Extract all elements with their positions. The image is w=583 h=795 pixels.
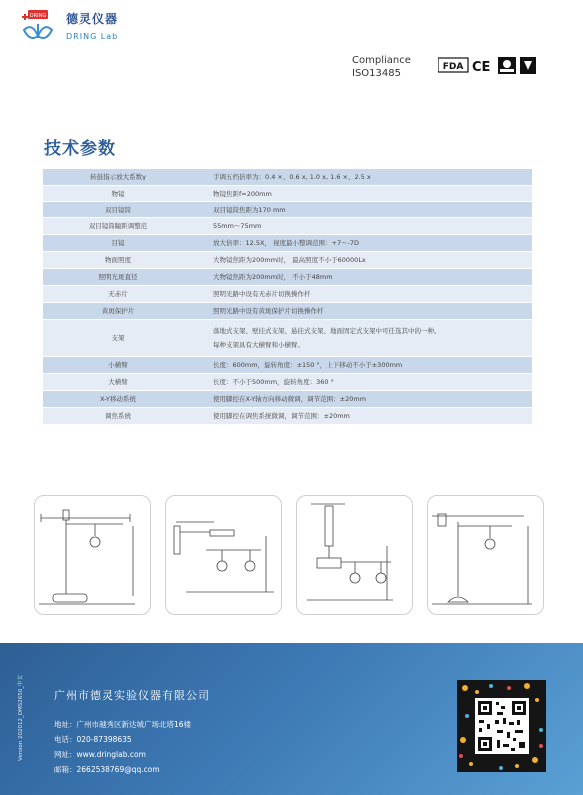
spec-label: X-Y移动系统 [43, 390, 193, 407]
spec-table [43, 169, 532, 425]
table-row [43, 319, 532, 356]
spec-label: 调焦系统 [43, 407, 193, 424]
address-text: 地址：广州市越秀区新达城广场北塔16楼 [54, 720, 192, 729]
iso-cert-icon [498, 57, 516, 74]
spec-label: 小横臂 [43, 356, 193, 373]
compliance-label: Compliance [352, 55, 411, 66]
company-name: 广州市德灵实验仪器有限公司 [54, 689, 210, 702]
spec-value: 物镜焦距f=200mm [193, 185, 532, 201]
qr-code-icon [457, 680, 546, 772]
table-row [43, 251, 532, 268]
spec-value: 照明光路中设有无赤片切换操作杆 [193, 285, 532, 302]
spec-label: 支架 [43, 319, 193, 356]
iso-label: ISO13485 [352, 68, 401, 79]
ce-icon [472, 60, 490, 75]
spec-value: 使用脚控在X-Y轴方向移动微调，调节范围：±20mm [193, 390, 532, 407]
phone-text: 电话：020-87398635 [54, 735, 132, 744]
table-row [43, 285, 532, 302]
spec-label: 双目镜筒瞳距调整范 [43, 217, 193, 234]
fixed-floor-stand-icon [428, 496, 543, 614]
spec-value: 照明光路中设有黄斑保护片切换操作杆 [193, 302, 532, 319]
spec-value: 长度：600mm，旋转角度：±150 °，上下移动不小于±300mm [193, 356, 532, 373]
contact-info [54, 717, 191, 777]
ceiling-mount-icon [297, 496, 412, 614]
brand-logo [18, 8, 148, 50]
compliance-block [352, 54, 411, 80]
floor-stand-icon [35, 496, 150, 614]
spec-value: 大物镜焦距为200mm时， 不小于48mm [193, 268, 532, 285]
spec-value: 长度：不小于500mm，旋转角度：360 ° [193, 373, 532, 390]
fda-icon [438, 58, 468, 72]
spec-label: 转鼓指示放大系数γ [43, 169, 193, 185]
spec-label: 黄斑保护片 [43, 302, 193, 319]
spec-value: 双目镜筒焦距为170 mm [193, 201, 532, 217]
ce-text: CE [472, 60, 491, 75]
wall-mount-icon [166, 496, 281, 614]
spec-label: 大横臂 [43, 373, 193, 390]
table-row [43, 169, 532, 185]
table-row [43, 234, 532, 251]
section-title: 技术参数 [44, 139, 116, 159]
spec-label: 目镜 [43, 234, 193, 251]
spec-label: 物镜 [43, 185, 193, 201]
brand-name-cn: 德灵仪器 [66, 12, 119, 26]
wechat-qr-code [457, 680, 546, 772]
wall-mount-diagram [165, 495, 282, 615]
spec-value: 放大倍率：12.5X， 视度最小整调范围：+7～-7D [193, 234, 532, 251]
table-row [43, 302, 532, 319]
email-link[interactable]: 邮箱：2662538769@qq.com [54, 765, 160, 774]
spec-value: 使用脚控在调焦系统微调，调节范围：±20mm [193, 407, 532, 424]
table-row [43, 407, 532, 424]
spec-value-line: 每种支架具有大横臂和小横臂。 [213, 341, 304, 349]
logo-badge-text: DRING [29, 13, 47, 19]
table-row [43, 356, 532, 373]
fda-text: FDA [442, 62, 464, 72]
spec-value [193, 319, 532, 356]
floor-stand-diagram [34, 495, 151, 615]
table-row [43, 185, 532, 201]
spec-value-line: 落地式支架、壁挂式支架、悬挂式支架、地面固定式支架中可任选其中的一种。 [213, 327, 441, 335]
logo-emblem-icon [18, 8, 62, 50]
spec-value: 手调五档倍率为：0.4 ×、0.6 x, 1.0 x, 1.6 ×、2.5 x [193, 169, 532, 185]
spec-label: 无赤片 [43, 285, 193, 302]
ceiling-mount-diagram [296, 495, 413, 615]
table-row [43, 201, 532, 217]
table-row [43, 217, 532, 234]
version-label: Version 202012_OMS2650_中文 [18, 674, 24, 761]
spec-value: 55mm～75mm [193, 217, 532, 234]
table-row [43, 268, 532, 285]
cert-logos [438, 56, 538, 74]
fixed-floor-stand-diagram [427, 495, 544, 615]
spec-value: 大物镜焦距为200mm时， 最高照度不小于60000Lx [193, 251, 532, 268]
spec-label: 双目镜筒 [43, 201, 193, 217]
spec-label: 物面照度 [43, 251, 193, 268]
cert-marks [438, 56, 538, 76]
table-row [43, 373, 532, 390]
table-row [43, 390, 532, 407]
website-link[interactable]: 网址：www.dringlab.com [54, 750, 146, 759]
brand-name-en: DRING Lab [66, 32, 119, 41]
spec-label: 照明光斑直径 [43, 268, 193, 285]
quality-cert-icon [520, 57, 536, 74]
